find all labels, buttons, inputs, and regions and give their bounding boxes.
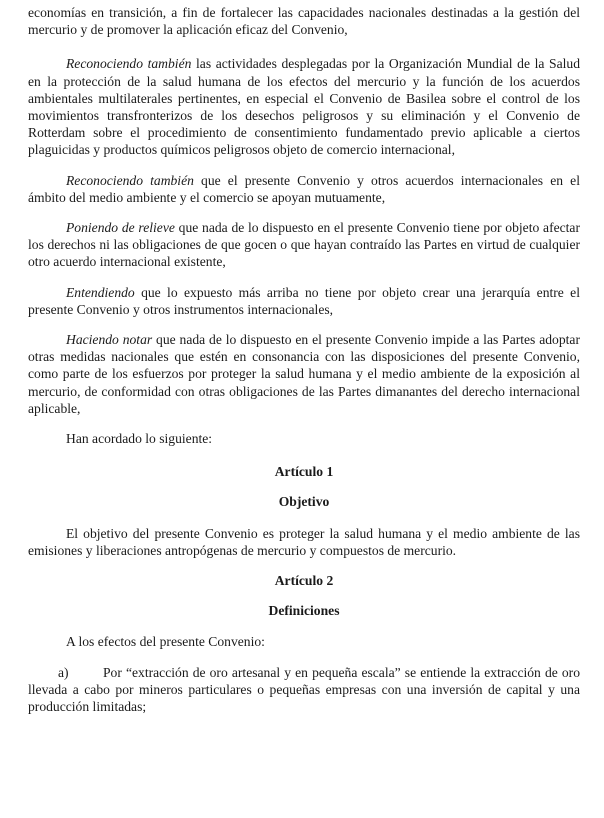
paragraph-text: las actividades desplegadas por la Organización Mundial de la Salud en la protección de la salud humana de los efectos del mercurio y la función de los acuerdos ambientales multilaterales pertinentes, en especial el Convenio de Basilea sobre el control de los movimientos transfronterizos de los desechos peligrosos y su eliminación y el Convenio de Rotterdam sobre el procedimiento de consentimiento fundamentado previo aplicable a ciertos plaguicidas y productos químicos peligrosos objeto de comercio internacional, [28,56,580,158]
paragraph-lead: Entendiendo [66,284,135,300]
paragraph-text: que lo expuesto más arriba no tiene por objeto crear una jerarquía entre el presente Convenio y otros instrumentos internacionales, [28,284,580,317]
paragraph-text: economías en transición, a fin de fortalecer las capacidades nacionales destinadas a la gestión del mercurio y de promover la aplicación eficaz del Convenio, [28,5,580,38]
article-1-number: Artículo 1 [274,464,334,480]
preamble-paragraph-hierarchy [28,284,580,318]
paragraph-lead: Reconociendo también [66,56,192,72]
article-1-title: Objetivo [278,494,330,510]
paragraph-lead: Reconociendo también [66,172,194,188]
paragraph-lead: Haciendo notar [66,332,153,348]
preamble-paragraph-mutual-support [28,172,580,206]
agreement-statement: Han acordado lo siguiente: [66,431,213,447]
article-1-text: El objetivo del presente Convenio es proteger la salud humana y el medio ambiente de las emisiones y liberaciones antropógenas de mercurio y compuestos de mercurio. [28,525,580,558]
definition-item-a [28,664,580,716]
preamble-paragraph-health [28,55,580,158]
preamble-paragraph-rights [28,219,580,271]
article-2-title: Definiciones [268,603,340,619]
paragraph-text: que nada de lo dispuesto en el presente Convenio tiene por objeto afectar los derechos ni las obligaciones de que gocen o que hayan contraído las Partes en virtud de cualquier otro acuerdo internacional existente, [28,220,580,270]
definition-item-text: Por “extracción de oro artesanal y en pequeña escala” se entiende la extracción de oro llevada a cabo por mineros particulares o pequeñas empresas con una inversión de capital y una producción limitadas; [28,664,580,715]
paragraph-text: que nada de lo dispuesto en el presente Convenio impide a las Partes adoptar otras medidas nacionales que estén en consonancia con las disposiciones del presente Convenio, como parte de los esfuerzos por proteger la salud humana y el medio ambiente de la exposición al mercurio, de conformidad con otras obligaciones de las Partes dimanantes del derecho internacional aplicable, [28,332,580,416]
paragraph-continuation [28,4,580,38]
paragraph-lead: Poniendo de relieve [66,220,175,236]
document-page [28,4,580,715]
article-2-intro: A los efectos del presente Convenio: [66,634,265,650]
definition-item-label: a) [58,664,69,680]
preamble-paragraph-national-measures [28,331,580,417]
article-2-number: Artículo 2 [274,573,334,589]
paragraph-text: que el presente Convenio y otros acuerdos internacionales en el ámbito del medio ambiente y el comercio se apoyan mutuamente, [28,172,580,205]
